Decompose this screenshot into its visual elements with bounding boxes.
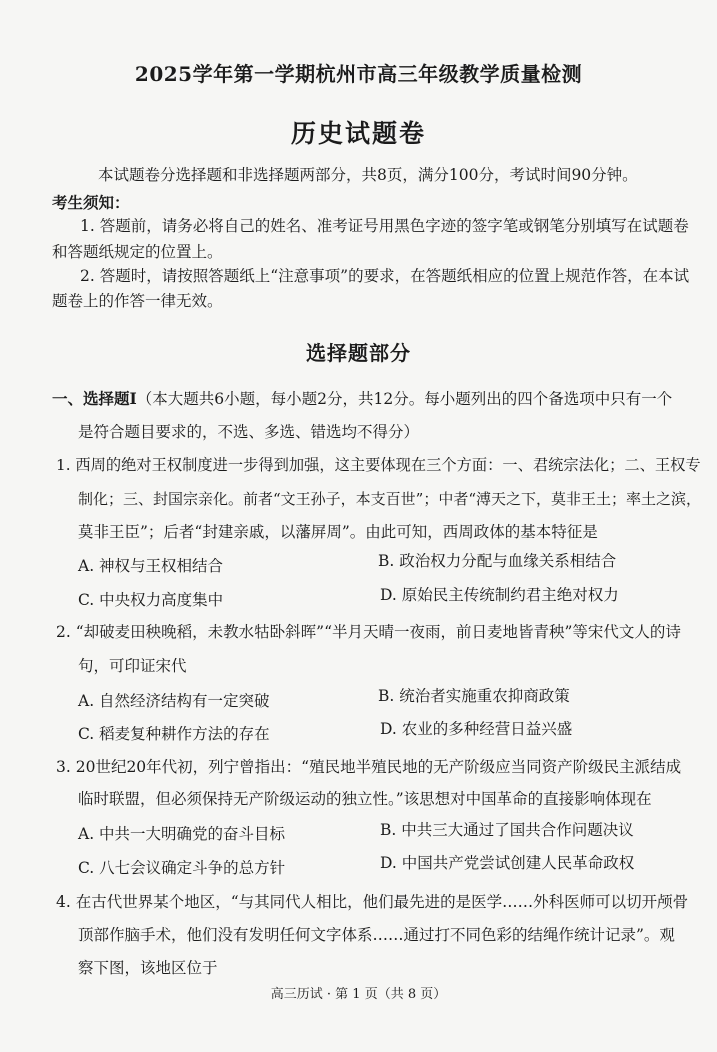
q2-option-b: B. 统治者实施重农抑商政策	[378, 687, 570, 705]
notice-2-line2: 题卷上的作答一律无效。	[52, 292, 223, 310]
notice-2-line1: 2. 答题时，请按照答题纸上“注意事项”的要求，在答题纸相应的位置上规范作答，在本试	[80, 267, 690, 285]
q4-line1: 4. 在古代世界某个地区，“与其同代人相比，他们最先进的是医学……外科医师可以切开颅骨	[56, 893, 689, 911]
part-label: 一、选择题Ⅰ	[52, 389, 137, 408]
part-desc-line2: 是符合题目要求的，不选、多选、错选均不得分）	[78, 423, 420, 441]
q2-option-c: C. 稻麦复种耕作方法的存在	[78, 725, 270, 743]
notice-1-line2: 和答题纸规定的位置上。	[52, 243, 223, 261]
q1-line2: 制化；三、封国宗亲化。前者“文王孙子，本支百世”；中者“溥天之下，莫非王土；率土之滨，	[78, 490, 702, 508]
q3-option-d: D. 中国共产党尝试创建人民革命政权	[380, 854, 635, 872]
q1-line1: 1. 西周的绝对王权制度进一步得到加强，这主要体现在三个方面：一、君统宗法化；二、王权专	[56, 456, 701, 474]
part-desc-line1: （本大题共6小题，每小题2分，共12分。每小题列出的四个备选项中只有一个	[136, 390, 673, 408]
q2-option-a: A. 自然经济结构有一定突破	[78, 692, 270, 710]
q2-line1: 2. “却破麦田秧晚稻，未教水牯卧斜晖”“半月天晴一夜雨，前日麦地皆青秧”等宋代文人的诗	[56, 623, 681, 641]
q4-line3: 察下图，该地区位于	[78, 959, 218, 977]
part-heading	[52, 389, 672, 409]
subject-title: 历史试题卷	[290, 119, 426, 148]
notice-1-line1: 1. 答题前，请务必将自己的姓名、准考证号用黑色字迹的签字笔或钢笔分别填写在试题卷	[80, 217, 689, 235]
section-title: 选择题部分	[306, 341, 411, 365]
q2-option-d: D. 农业的多种经营日益兴盛	[380, 720, 573, 738]
q3-option-a: A. 中共一大明确党的奋斗目标	[78, 825, 286, 843]
q3-option-b: B. 中共三大通过了国共合作问题决议	[380, 821, 634, 839]
q1-option-d: D. 原始民主传统制约君主绝对权力	[380, 586, 619, 604]
q1-line3: 莫非王臣”；后者“封建亲戚，以藩屏周”。由此可知，西周政体的基本特征是	[78, 523, 598, 541]
q3-line1: 3. 20世纪20年代初，列宁曾指出：“殖民地半殖民地的无产阶级应当同资产阶级民主派结成	[56, 758, 682, 776]
q4-line2: 顶部作脑手术，他们没有发明任何文字体系……通过打不同色彩的结绳作统计记录”。观	[78, 926, 675, 944]
q3-line2: 临时联盟，但必须保持无产阶级运动的独立性。”该思想对中国革命的直接影响体现在	[78, 790, 652, 808]
q1-option-c: C. 中央权力高度集中	[78, 591, 224, 609]
q1-option-a: A. 神权与王权相结合	[78, 557, 224, 575]
notice-heading: 考生须知：	[52, 193, 130, 212]
exam-title: 2025学年第一学期杭州市高三年级教学质量检测	[134, 62, 583, 86]
q1-option-b: B. 政治权力分配与血缘关系相结合	[378, 552, 617, 570]
q2-line2: 句，可印证宋代	[78, 657, 187, 675]
intro-summary: 本试题卷分选择题和非选择题两部分，共8页，满分100分，考试时间90分钟。	[98, 166, 638, 184]
page-footer: 高三历试 · 第 1 页（共 8 页）	[270, 987, 447, 1002]
q3-option-c: C. 八七会议确定斗争的总方针	[78, 859, 286, 877]
